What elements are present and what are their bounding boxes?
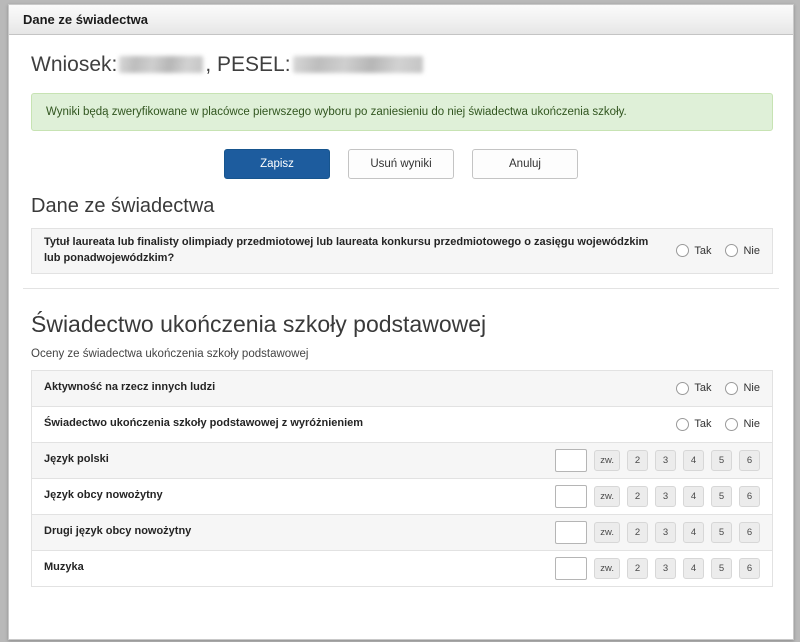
grade-group [555,521,760,544]
radio-group [676,418,760,431]
application-label: Wniosek: [31,53,118,76]
radio-circle-icon[interactable] [725,382,738,395]
certificate-table [31,228,773,274]
radio-option-tak[interactable] [676,418,711,431]
grade-button-4[interactable]: 4 [683,486,704,507]
section-subtitle-primary-school: Oceny ze świadectwa ukończenia szkoły podstawowej [31,347,309,360]
radio-circle-icon[interactable] [676,244,689,257]
row-label: Drugi język obcy nowożytny [44,525,192,538]
grade-button-3[interactable]: 3 [655,522,676,543]
row-label: Aktywność na rzecz innych ludzi [44,381,216,394]
grade-input[interactable] [555,485,587,508]
section-title-certificate: Dane ze świadectwa [31,195,215,217]
pesel-label: , PESEL: [205,53,291,76]
grade-group [555,449,760,472]
radio-label: Tak [694,418,712,431]
action-button-row [23,149,779,179]
grades-table [31,370,773,587]
radio-option-nie[interactable] [725,418,760,431]
radio-label: Nie [743,244,760,257]
grade-input[interactable] [555,449,587,472]
grade-button-zw[interactable]: zw. [594,522,620,543]
section-title-primary-school: Świadectwo ukończenia szkoły podstawowej [31,310,487,337]
grade-button-5[interactable]: 5 [711,558,732,579]
radio-label: Tak [694,382,712,395]
save-button[interactable]: Zapisz [224,149,330,179]
radio-group [676,382,760,395]
table-row [32,443,772,479]
grade-button-5[interactable]: 5 [711,522,732,543]
grade-button-zw[interactable]: zw. [594,558,620,579]
radio-label: Nie [743,382,760,395]
radio-label: Tak [694,244,712,257]
grade-button-6[interactable]: 6 [739,486,760,507]
grade-button-5[interactable]: 5 [711,450,732,471]
radio-label: Nie [743,418,760,431]
cancel-button[interactable]: Anuluj [472,149,578,179]
row-label: Język obcy nowożytny [44,489,163,502]
radio-group [676,244,760,257]
grade-button-6[interactable]: 6 [739,558,760,579]
window-title: Dane ze świadectwa [23,12,148,27]
grade-group [555,485,760,508]
dialog-content [9,35,793,587]
grade-button-2[interactable]: 2 [627,558,648,579]
grade-button-3[interactable]: 3 [655,486,676,507]
grade-button-4[interactable]: 4 [683,450,704,471]
grade-button-4[interactable]: 4 [683,522,704,543]
section-divider [23,288,779,289]
dialog-window [8,4,794,640]
row-label: Muzyka [44,561,84,574]
table-row [32,479,772,515]
radio-option-nie[interactable] [725,244,760,257]
table-row [32,407,772,443]
application-value-redacted [119,56,203,73]
radio-circle-icon[interactable] [725,418,738,431]
grade-button-3[interactable]: 3 [655,558,676,579]
grade-button-3[interactable]: 3 [655,450,676,471]
radio-option-tak[interactable] [676,382,711,395]
grade-button-zw[interactable]: zw. [594,486,620,507]
window-titlebar [9,5,793,35]
row-label: Świadectwo ukończenia szkoły podstawowej z wyróżnieniem [44,417,364,430]
radio-option-tak[interactable] [676,244,711,257]
row-label: Tytuł laureata lub finalisty olimpiady przedmiotowej lub laureata konkursu przedmiotowego o zasięgu wojewódzkim lub ponadwojewódzkim? [44,236,649,264]
row-label: Język polski [44,453,109,466]
radio-circle-icon[interactable] [676,382,689,395]
grade-group [555,557,760,580]
grade-button-2[interactable]: 2 [627,450,648,471]
grade-button-2[interactable]: 2 [627,522,648,543]
delete-results-button[interactable]: Usuń wyniki [348,149,454,179]
applicant-header [23,35,779,87]
table-row [32,229,772,274]
radio-option-nie[interactable] [725,382,760,395]
info-alert: Wyniki będą zweryfikowane w placówce pierwszego wyboru po zaniesieniu do niej świadectwa ukończenia szkoły. [31,93,773,131]
radio-circle-icon[interactable] [725,244,738,257]
grade-button-2[interactable]: 2 [627,486,648,507]
table-row [32,371,772,407]
grade-button-6[interactable]: 6 [739,522,760,543]
table-row [32,515,772,551]
grade-input[interactable] [555,557,587,580]
table-row [32,551,772,587]
grade-button-4[interactable]: 4 [683,558,704,579]
pesel-value-redacted [293,56,423,73]
grade-button-zw[interactable]: zw. [594,450,620,471]
radio-circle-icon[interactable] [676,418,689,431]
grade-button-5[interactable]: 5 [711,486,732,507]
grade-button-6[interactable]: 6 [739,450,760,471]
grade-input[interactable] [555,521,587,544]
